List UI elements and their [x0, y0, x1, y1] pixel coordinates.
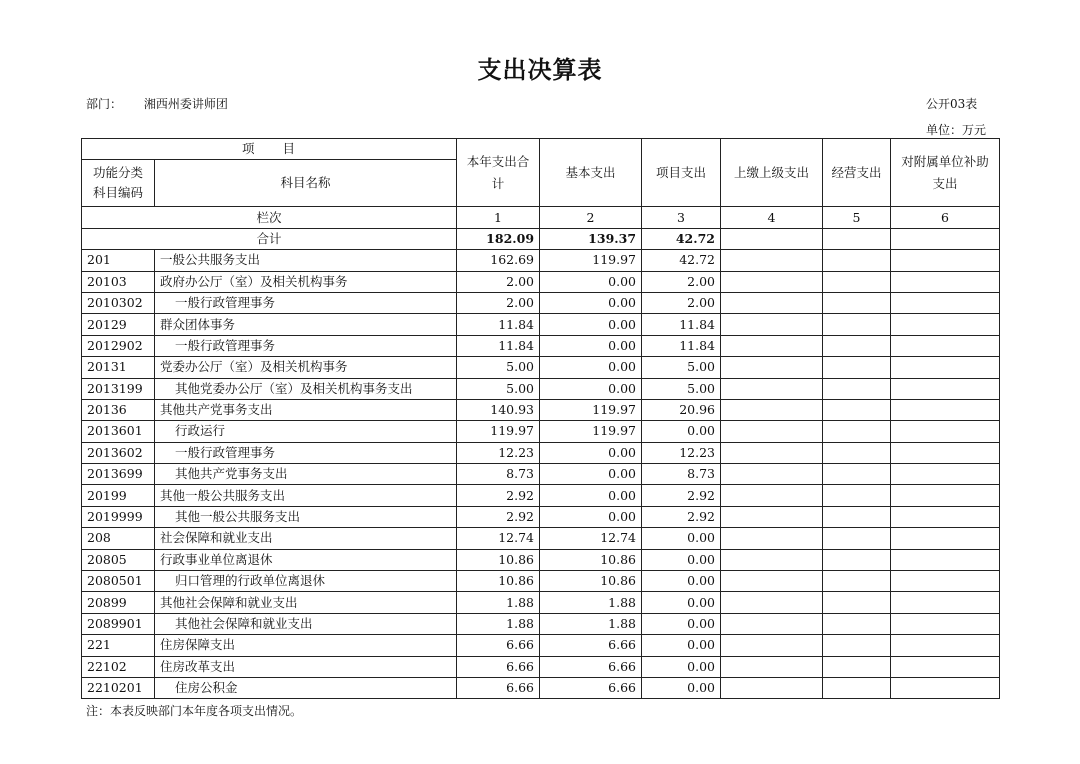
- row-business: [823, 549, 891, 570]
- table-row: [82, 656, 1000, 677]
- header-project: 项目支出: [642, 139, 721, 207]
- row-code: 221: [82, 635, 155, 656]
- row-total: 2.92: [457, 485, 540, 506]
- row-code: 208: [82, 528, 155, 549]
- page-title: 支出决算表: [477, 56, 603, 84]
- row-business: [823, 635, 891, 656]
- row-subject-name: 住房公积金: [155, 677, 457, 698]
- sum-project: 42.72: [642, 228, 721, 249]
- table-row: [82, 357, 1000, 378]
- header-row-1: [82, 139, 1000, 160]
- row-remit: [721, 677, 823, 698]
- row-project: 0.00: [642, 421, 721, 442]
- row-subsidy: [891, 357, 1000, 378]
- row-subject-name: 行政运行: [155, 421, 457, 442]
- row-subject-name: 党委办公厅（室）及相关机构事务: [155, 357, 457, 378]
- row-subject-name: 行政事业单位离退休: [155, 549, 457, 570]
- department-name: 湘西州委讲师团: [143, 97, 228, 111]
- row-code: 2080501: [82, 571, 155, 592]
- row-business: [823, 571, 891, 592]
- column-number-row: [82, 207, 1000, 228]
- row-code: 20129: [82, 314, 155, 335]
- row-total: 2.00: [457, 292, 540, 313]
- row-total: 8.73: [457, 464, 540, 485]
- department-label: 部门：: [86, 97, 123, 111]
- row-project: 0.00: [642, 677, 721, 698]
- header-remit: 上缴上级支出: [721, 139, 823, 207]
- row-total: 5.00: [457, 378, 540, 399]
- table-body: [82, 250, 1000, 699]
- row-business: [823, 314, 891, 335]
- row-business: [823, 656, 891, 677]
- row-code: 2013199: [82, 378, 155, 399]
- row-subsidy: [891, 292, 1000, 313]
- header-subsidy: 对附属单位补助 支出: [891, 139, 1000, 207]
- row-remit: [721, 656, 823, 677]
- sum-row: [82, 228, 1000, 249]
- row-project: 12.23: [642, 442, 721, 463]
- row-basic: 6.66: [540, 677, 642, 698]
- row-code: 22102: [82, 656, 155, 677]
- row-code: 20805: [82, 549, 155, 570]
- row-total: 162.69: [457, 250, 540, 271]
- row-subject-name: 一般公共服务支出: [155, 250, 457, 271]
- row-basic: 0.00: [540, 314, 642, 335]
- row-business: [823, 677, 891, 698]
- column-number: 5: [823, 207, 891, 228]
- row-total: 6.66: [457, 677, 540, 698]
- row-business: [823, 250, 891, 271]
- row-code: 20899: [82, 592, 155, 613]
- row-subsidy: [891, 635, 1000, 656]
- table-row: [82, 335, 1000, 356]
- row-basic: 0.00: [540, 485, 642, 506]
- row-basic: 0.00: [540, 506, 642, 527]
- row-code: 20131: [82, 357, 155, 378]
- row-code: 2089901: [82, 613, 155, 634]
- row-subsidy: [891, 378, 1000, 399]
- row-basic: 10.86: [540, 571, 642, 592]
- footnote: 注：本表反映部门本年度各项支出情况。: [86, 704, 303, 718]
- row-remit: [721, 271, 823, 292]
- row-remit: [721, 592, 823, 613]
- table-row: [82, 271, 1000, 292]
- row-basic: 0.00: [540, 335, 642, 356]
- row-subsidy: [891, 314, 1000, 335]
- table-row: [82, 314, 1000, 335]
- row-remit: [721, 314, 823, 335]
- row-subsidy: [891, 335, 1000, 356]
- row-subsidy: [891, 485, 1000, 506]
- row-basic: 10.86: [540, 549, 642, 570]
- row-project: 8.73: [642, 464, 721, 485]
- row-subsidy: [891, 421, 1000, 442]
- row-remit: [721, 549, 823, 570]
- row-total: 5.00: [457, 357, 540, 378]
- row-total: 2.92: [457, 506, 540, 527]
- row-business: [823, 442, 891, 463]
- row-project: 2.00: [642, 292, 721, 313]
- row-business: [823, 357, 891, 378]
- table-row: [82, 528, 1000, 549]
- row-total: 119.97: [457, 421, 540, 442]
- row-remit: [721, 292, 823, 313]
- row-total: 11.84: [457, 314, 540, 335]
- row-basic: 0.00: [540, 464, 642, 485]
- row-subject-name: 其他共产党事务支出: [155, 399, 457, 420]
- row-subject-name: 住房改革支出: [155, 656, 457, 677]
- row-remit: [721, 421, 823, 442]
- row-code: 201: [82, 250, 155, 271]
- row-subsidy: [891, 549, 1000, 570]
- row-business: [823, 399, 891, 420]
- row-subject-name: 其他社会保障和就业支出: [155, 592, 457, 613]
- row-total: 12.74: [457, 528, 540, 549]
- form-code: 公开03表: [926, 97, 978, 111]
- unit-label: 单位：万元: [926, 123, 987, 137]
- sum-remit: [721, 228, 823, 249]
- sum-basic: 139.37: [540, 228, 642, 249]
- table-row: [82, 292, 1000, 313]
- row-remit: [721, 635, 823, 656]
- column-number: 1: [457, 207, 540, 228]
- table-row: [82, 485, 1000, 506]
- row-code: 2013601: [82, 421, 155, 442]
- column-number: 2: [540, 207, 642, 228]
- row-business: [823, 506, 891, 527]
- row-remit: [721, 485, 823, 506]
- row-subsidy: [891, 250, 1000, 271]
- row-remit: [721, 250, 823, 271]
- sum-business: [823, 228, 891, 249]
- header-func-code: 功能分类 科目编码: [82, 160, 155, 207]
- row-basic: 6.66: [540, 635, 642, 656]
- row-project: 2.92: [642, 506, 721, 527]
- column-number: 6: [891, 207, 1000, 228]
- table-row: [82, 635, 1000, 656]
- sum-total: 182.09: [457, 228, 540, 249]
- row-project: 11.84: [642, 335, 721, 356]
- row-code: 2019999: [82, 506, 155, 527]
- row-project: 20.96: [642, 399, 721, 420]
- column-number-label: 栏次: [82, 207, 457, 228]
- table-row: [82, 613, 1000, 634]
- row-basic: 0.00: [540, 271, 642, 292]
- row-subject-name: 一般行政管理事务: [155, 335, 457, 356]
- row-business: [823, 335, 891, 356]
- row-subsidy: [891, 613, 1000, 634]
- row-code: 20103: [82, 271, 155, 292]
- row-business: [823, 464, 891, 485]
- row-business: [823, 485, 891, 506]
- table-row: [82, 549, 1000, 570]
- row-basic: 0.00: [540, 357, 642, 378]
- row-total: 10.86: [457, 549, 540, 570]
- row-remit: [721, 378, 823, 399]
- row-business: [823, 592, 891, 613]
- row-remit: [721, 506, 823, 527]
- header-subject-name: 科目名称: [155, 160, 457, 207]
- row-subsidy: [891, 677, 1000, 698]
- row-basic: 1.88: [540, 613, 642, 634]
- row-project: 0.00: [642, 635, 721, 656]
- row-project: 5.00: [642, 357, 721, 378]
- header-total: 本年支出合 计: [457, 139, 540, 207]
- row-remit: [721, 571, 823, 592]
- row-code: 2013602: [82, 442, 155, 463]
- row-subject-name: 住房保障支出: [155, 635, 457, 656]
- row-subsidy: [891, 506, 1000, 527]
- row-subsidy: [891, 592, 1000, 613]
- row-project: 0.00: [642, 656, 721, 677]
- row-basic: 12.74: [540, 528, 642, 549]
- header-basic: 基本支出: [540, 139, 642, 207]
- row-subject-name: 群众团体事务: [155, 314, 457, 335]
- row-code: 2012902: [82, 335, 155, 356]
- row-code: 2010302: [82, 292, 155, 313]
- row-code: 2210201: [82, 677, 155, 698]
- row-total: 6.66: [457, 635, 540, 656]
- row-subject-name: 归口管理的行政单位离退休: [155, 571, 457, 592]
- row-project: 5.00: [642, 378, 721, 399]
- table-row: [82, 378, 1000, 399]
- row-subsidy: [891, 571, 1000, 592]
- column-number: 3: [642, 207, 721, 228]
- row-project: 11.84: [642, 314, 721, 335]
- row-basic: 119.97: [540, 250, 642, 271]
- row-project: 2.92: [642, 485, 721, 506]
- department-line: [86, 95, 228, 112]
- row-total: 2.00: [457, 271, 540, 292]
- column-number: 4: [721, 207, 823, 228]
- row-remit: [721, 399, 823, 420]
- row-subject-name: 其他党委办公厅（室）及相关机构事务支出: [155, 378, 457, 399]
- row-remit: [721, 464, 823, 485]
- row-subsidy: [891, 656, 1000, 677]
- row-subsidy: [891, 442, 1000, 463]
- row-subsidy: [891, 399, 1000, 420]
- table-row: [82, 442, 1000, 463]
- row-code: 2013699: [82, 464, 155, 485]
- row-subject-name: 一般行政管理事务: [155, 292, 457, 313]
- row-basic: 119.97: [540, 399, 642, 420]
- row-total: 6.66: [457, 656, 540, 677]
- row-basic: 0.00: [540, 292, 642, 313]
- row-subject-name: 其他一般公共服务支出: [155, 506, 457, 527]
- sum-label: 合计: [82, 228, 457, 249]
- table-row: [82, 677, 1000, 698]
- row-code: 20199: [82, 485, 155, 506]
- row-subject-name: 其他共产党事务支出: [155, 464, 457, 485]
- row-project: 2.00: [642, 271, 721, 292]
- header-item: 项 目: [82, 139, 457, 160]
- row-subject-name: 其他一般公共服务支出: [155, 485, 457, 506]
- table-row: [82, 250, 1000, 271]
- row-subject-name: 社会保障和就业支出: [155, 528, 457, 549]
- row-basic: 0.00: [540, 442, 642, 463]
- row-remit: [721, 613, 823, 634]
- row-subsidy: [891, 464, 1000, 485]
- row-project: 0.00: [642, 613, 721, 634]
- row-project: 0.00: [642, 571, 721, 592]
- row-basic: 0.00: [540, 378, 642, 399]
- row-basic: 1.88: [540, 592, 642, 613]
- table-row: [82, 506, 1000, 527]
- row-code: 20136: [82, 399, 155, 420]
- row-subsidy: [891, 528, 1000, 549]
- row-business: [823, 528, 891, 549]
- row-subsidy: [891, 271, 1000, 292]
- row-business: [823, 613, 891, 634]
- row-remit: [721, 335, 823, 356]
- row-subject-name: 其他社会保障和就业支出: [155, 613, 457, 634]
- row-project: 0.00: [642, 528, 721, 549]
- header-business: 经营支出: [823, 139, 891, 207]
- row-business: [823, 421, 891, 442]
- row-total: 140.93: [457, 399, 540, 420]
- row-remit: [721, 528, 823, 549]
- row-basic: 6.66: [540, 656, 642, 677]
- row-remit: [721, 357, 823, 378]
- table-row: [82, 399, 1000, 420]
- row-subject-name: 一般行政管理事务: [155, 442, 457, 463]
- row-business: [823, 271, 891, 292]
- row-business: [823, 378, 891, 399]
- row-project: 42.72: [642, 250, 721, 271]
- table-row: [82, 592, 1000, 613]
- row-business: [823, 292, 891, 313]
- expenditure-table: [81, 138, 1000, 699]
- row-project: 0.00: [642, 549, 721, 570]
- table-row: [82, 421, 1000, 442]
- row-total: 11.84: [457, 335, 540, 356]
- table-row: [82, 464, 1000, 485]
- table-row: [82, 571, 1000, 592]
- row-total: 12.23: [457, 442, 540, 463]
- sum-subsidy: [891, 228, 1000, 249]
- row-subject-name: 政府办公厅（室）及相关机构事务: [155, 271, 457, 292]
- row-total: 10.86: [457, 571, 540, 592]
- row-basic: 119.97: [540, 421, 642, 442]
- row-total: 1.88: [457, 613, 540, 634]
- row-total: 1.88: [457, 592, 540, 613]
- row-remit: [721, 442, 823, 463]
- row-project: 0.00: [642, 592, 721, 613]
